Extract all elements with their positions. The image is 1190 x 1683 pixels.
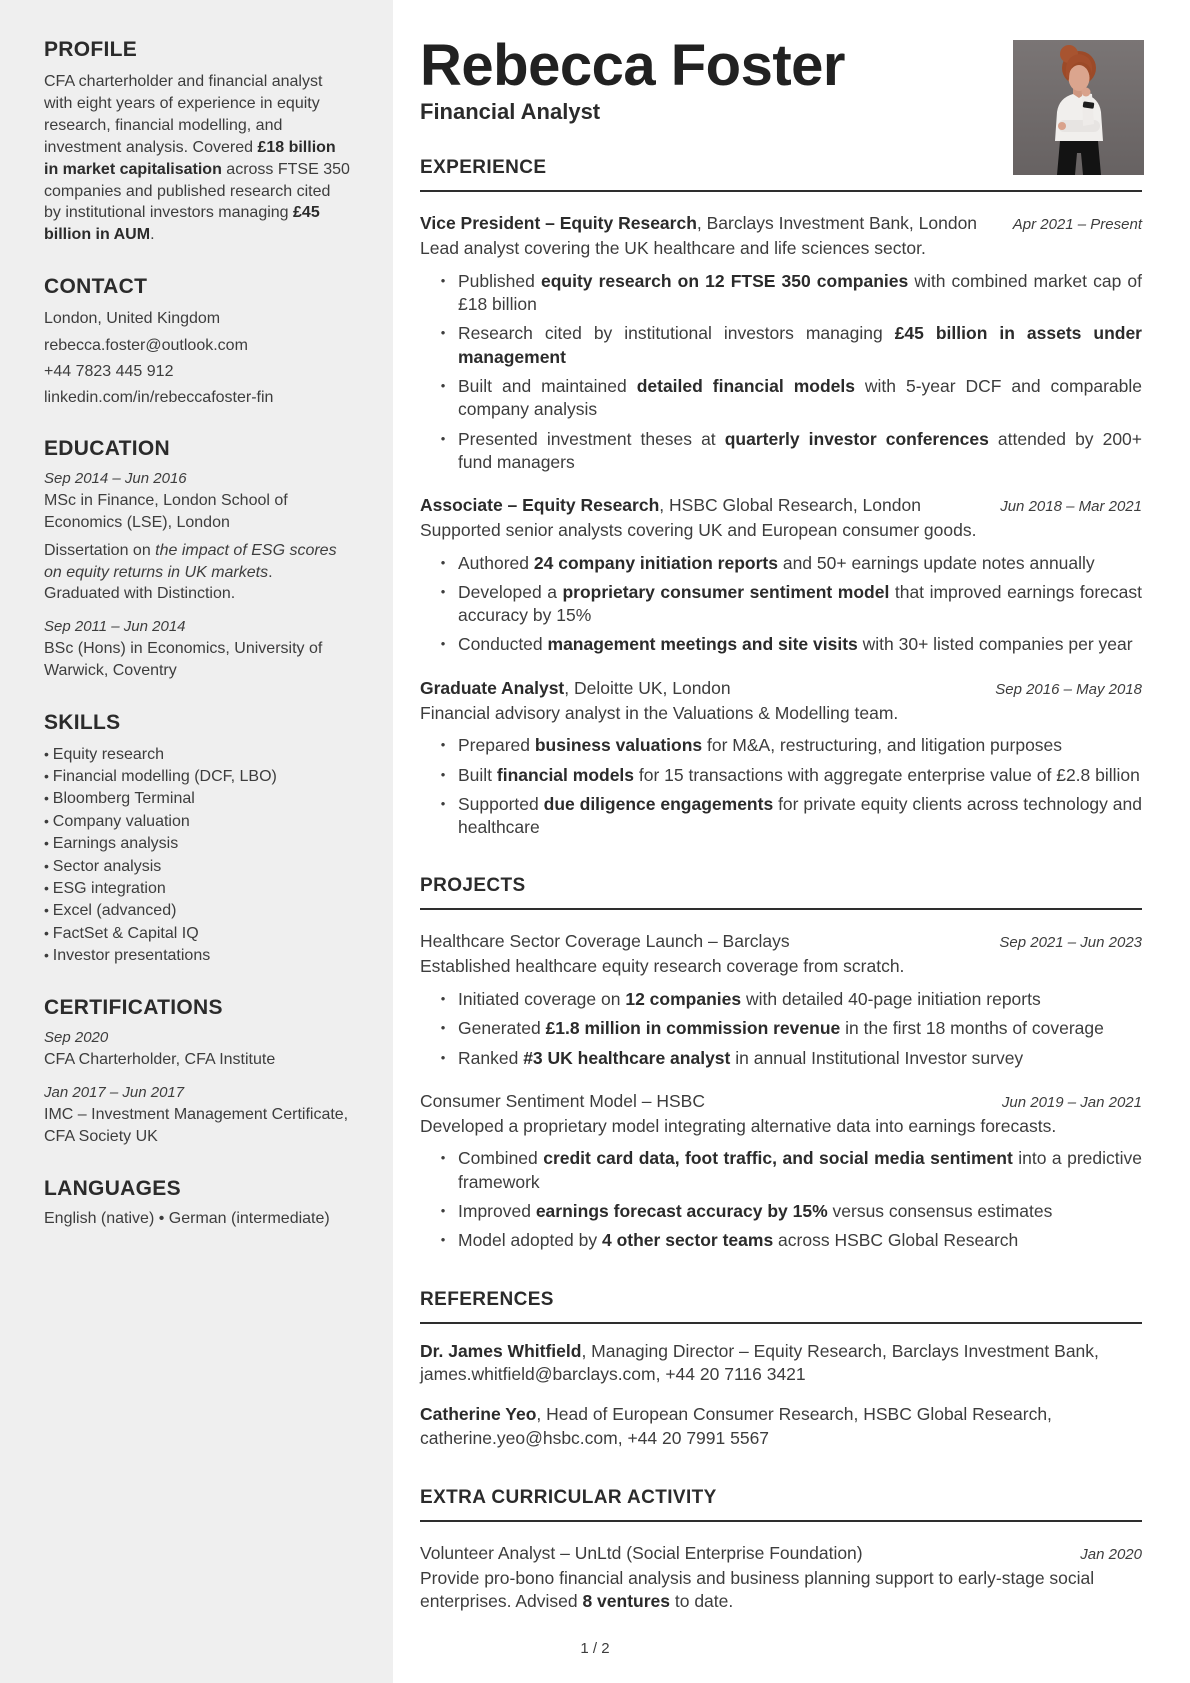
- certification-date: Jan 2017 – Jun 2017: [44, 1084, 185, 1102]
- bullet-text: Improved earnings forecast accuracy by 15% versus consensus estimates: [458, 1201, 1053, 1222]
- entry-summary: Lead analyst covering the UK healthcare and life sciences sector.: [420, 238, 926, 259]
- bullet-dot-icon: •: [440, 378, 446, 393]
- bullet-text: Authored 24 company initiation reports and 50+ earnings update notes annually: [458, 552, 1095, 573]
- entry-bullets: [420, 988, 1142, 1070]
- extra-title: EXTRA CURRICULAR ACTIVITY: [420, 1487, 1142, 1522]
- entry-title: Healthcare Sector Coverage Launch – Barclays: [420, 931, 790, 952]
- project-entry: [420, 931, 1142, 1069]
- entry-bullets: [420, 270, 1142, 474]
- bullet-dot-icon: •: [440, 737, 446, 753]
- bullet-item: [420, 633, 1142, 656]
- bullet-item: [420, 1200, 1142, 1223]
- page-number: 1 / 2: [580, 1640, 610, 1657]
- sidebar-section-contact: [44, 275, 351, 408]
- certification-entries: [44, 1029, 351, 1147]
- certification-paragraph: IMC – Investment Management Certificate, CFA Society UK: [44, 1106, 349, 1145]
- entry-summary: Established healthcare equity research coverage from scratch.: [420, 956, 905, 977]
- bullet-text: Research cited by institutional investors managing £45 billion in assets under management: [458, 323, 1142, 367]
- contact-line: rebecca.foster@outlook.com: [44, 336, 248, 354]
- sidebar: [0, 0, 393, 1683]
- bullet-item: [420, 375, 1142, 422]
- entry-title: Vice President – Equity Research, Barclays Investment Bank, London: [420, 213, 978, 234]
- bullet-text: Model adopted by 4 other sector teams across HSBC Global Research: [458, 1230, 1019, 1251]
- entry-bullets: [420, 734, 1142, 839]
- experience-entry: [420, 213, 1142, 474]
- entry-head: [420, 931, 1142, 952]
- projects-title: PROJECTS: [420, 875, 1142, 910]
- entry-head: [420, 213, 1142, 234]
- experience-entry: [420, 495, 1142, 657]
- bullet-dot-icon: •: [440, 1232, 446, 1248]
- skills-title: SKILLS: [44, 710, 121, 734]
- entry-title: Volunteer Analyst – UnLtd (Social Enterprise Foundation): [420, 1542, 863, 1563]
- contact-line: linkedin.com/in/rebeccafoster-fin: [44, 389, 274, 407]
- education-paragraphs: [44, 638, 351, 682]
- reference-entry: Catherine Yeo, Head of European Consumer Research, HSBC Global Research, catherine.yeo@hsbc.com, +44 20 7991 5567: [420, 1404, 1052, 1448]
- education-date: Sep 2014 – Jun 2016: [44, 470, 187, 488]
- bullet-item: [420, 764, 1142, 787]
- bullet-dot-icon: •: [440, 766, 446, 782]
- bullet-dot-icon: •: [440, 1020, 446, 1036]
- languages-title: LANGUAGES: [44, 1176, 181, 1200]
- education-paragraph: BSc (Hons) in Economics, University of Warwick, Coventry: [44, 640, 323, 679]
- entry-date: Apr 2021 – Present: [1012, 216, 1142, 234]
- certification-entry: [44, 1029, 351, 1071]
- certification-date: Sep 2020: [44, 1029, 109, 1047]
- contact-line: London, United Kingdom: [44, 310, 221, 328]
- project-entries: [420, 931, 1142, 1252]
- bullet-item: [420, 1017, 1142, 1040]
- bullet-dot-icon: •: [440, 636, 446, 652]
- certification-paragraphs: [44, 1104, 351, 1148]
- education-entry: [44, 470, 351, 605]
- entry-head: [420, 1091, 1142, 1112]
- bullet-dot-icon: •: [440, 991, 446, 1007]
- entry-date: Jun 2019 – Jan 2021: [1001, 1093, 1142, 1111]
- header: [420, 33, 1142, 125]
- education-entries: [44, 470, 351, 681]
- contact-lines: [44, 308, 351, 408]
- skill-item: • Investor presentations: [44, 945, 351, 967]
- entry-summary: Developed a proprietary model integrating alternative data into earnings forecasts.: [420, 1115, 1057, 1136]
- skill-item: • Company valuation: [44, 811, 351, 833]
- bullet-text: Ranked #3 UK healthcare analyst in annual Institutional Investor survey: [458, 1047, 1024, 1068]
- profile-photo: [1013, 40, 1144, 175]
- bullet-dot-icon: •: [440, 554, 446, 570]
- entry-date: Sep 2016 – May 2018: [995, 680, 1142, 698]
- bullet-text: Supported due diligence engagements for private equity clients across technology and healthcare: [458, 793, 1143, 838]
- entry-title: Graduate Analyst, Deloitte UK, London: [420, 677, 731, 698]
- bullet-item: [420, 1047, 1142, 1070]
- entry-bullets: [420, 1147, 1142, 1252]
- main-column: [393, 0, 1190, 1683]
- skill-item: • Financial modelling (DCF, LBO): [44, 766, 351, 788]
- sidebar-section-languages: [44, 1177, 351, 1228]
- bullet-dot-icon: •: [440, 1203, 446, 1219]
- entry-title: Consumer Sentiment Model – HSBC: [420, 1090, 705, 1111]
- sidebar-section-profile: [44, 38, 351, 246]
- bullet-item: [420, 1229, 1142, 1252]
- certification-paragraph: CFA Charterholder, CFA Institute: [44, 1051, 276, 1069]
- languages-text: English (native) • German (intermediate): [44, 1209, 330, 1227]
- entry-date: Sep 2021 – Jun 2023: [999, 934, 1142, 952]
- section-projects: [420, 875, 1142, 1252]
- bullet-text: Generated £1.8 million in commission revenue in the first 18 months of coverage: [458, 1018, 1104, 1039]
- candidate-role: Financial Analyst: [420, 99, 601, 125]
- sidebar-section-certifications: [44, 996, 351, 1147]
- sidebar-section-skills: [44, 711, 351, 968]
- skill-item: • Sector analysis: [44, 856, 351, 878]
- skill-item: • Earnings analysis: [44, 833, 351, 855]
- bullet-item: [420, 1147, 1142, 1194]
- section-references: [420, 1289, 1142, 1451]
- entry-summary: Supported senior analysts covering UK and European consumer goods.: [420, 520, 977, 541]
- education-date: Sep 2011 – Jun 2014: [44, 618, 186, 636]
- profile-title: PROFILE: [44, 38, 138, 61]
- portrait-illustration: [1013, 40, 1144, 175]
- bullet-dot-icon: •: [440, 430, 446, 446]
- entry-head: [420, 495, 1142, 516]
- certification-paragraphs: [44, 1049, 351, 1071]
- bullet-item: [420, 322, 1142, 369]
- bullet-text: Prepared business valuations for M&A, restructuring, and litigation purposes: [458, 735, 1063, 756]
- entry-date: Jan 2020: [1080, 1545, 1142, 1563]
- entry-bullets: [420, 552, 1142, 657]
- certification-entry: [44, 1084, 351, 1148]
- reference-entries: [420, 1340, 1142, 1451]
- entry-summary: Financial advisory analyst in the Valuations & Modelling team.: [420, 702, 899, 723]
- bullet-text: Built financial models for 15 transactions with aggregate enterprise value of £2.8 billion: [458, 764, 1140, 785]
- skills-list: [44, 744, 351, 968]
- extra-entry: [420, 1543, 1142, 1614]
- education-entry: [44, 618, 351, 682]
- bullet-item: [420, 428, 1142, 475]
- candidate-name: Rebecca Foster: [420, 33, 845, 98]
- extra-entries: [420, 1543, 1142, 1614]
- bullet-item: [420, 988, 1142, 1011]
- profile-text: CFA charterholder and financial analyst with eight years of experience in equity research, financial modelling, and investment analysis. Covered £18 billion in market capitalisation across FTSE 350 companies and published research cited by institutional investors managing £45 billion in AUM.: [44, 73, 350, 244]
- bullet-item: [420, 734, 1142, 757]
- section-experience: [420, 157, 1142, 839]
- entry-head: [420, 678, 1142, 699]
- bullet-text: Initiated coverage on 12 companies with detailed 40-page initiation reports: [458, 989, 1041, 1010]
- entry-date: Jun 2018 – Mar 2021: [1000, 498, 1142, 516]
- bullet-item: [420, 581, 1142, 628]
- skill-item: • FactSet & Capital IQ: [44, 923, 351, 945]
- skill-item: • Equity research: [44, 744, 351, 766]
- education-title: EDUCATION: [44, 437, 170, 461]
- education-paragraphs: [44, 490, 351, 605]
- bullet-dot-icon: •: [440, 325, 446, 341]
- experience-entries: [420, 213, 1142, 839]
- contact-line: +44 7823 445 912: [44, 362, 174, 380]
- section-extra-curricular: [420, 1487, 1142, 1614]
- bullet-item: [420, 270, 1142, 317]
- experience-entry: [420, 678, 1142, 840]
- bullet-text: Published equity research on 12 FTSE 350 companies with combined market cap of £18 billion: [458, 270, 1142, 315]
- skill-item: • Excel (advanced): [44, 900, 351, 922]
- entry-head: [420, 1543, 1142, 1564]
- education-paragraph: MSc in Finance, London School of Economics (LSE), London: [44, 492, 288, 532]
- bullet-dot-icon: •: [440, 1150, 446, 1166]
- certifications-title: CERTIFICATIONS: [44, 996, 223, 1020]
- references-title: REFERENCES: [420, 1289, 1142, 1324]
- bullet-text: Developed a proprietary consumer sentiment model that improved earnings forecast accuracy by 15%: [458, 581, 1142, 626]
- skill-item: • Bloomberg Terminal: [44, 788, 351, 810]
- bullet-item: [420, 793, 1142, 840]
- contact-title: CONTACT: [44, 275, 148, 299]
- reference-entry: Dr. James Whitfield, Managing Director – Equity Research, Barclays Investment Bank, james.whitfield@barclays.com, +44 20 7116 3421: [420, 1340, 1099, 1385]
- bullet-item: [420, 552, 1142, 575]
- sidebar-section-education: [44, 437, 351, 681]
- project-entry: [420, 1091, 1142, 1253]
- entry-title: Associate – Equity Research, HSBC Global Research, London: [420, 495, 921, 516]
- bullet-text: Built and maintained detailed financial models with 5-year DCF and comparable company analysis: [458, 376, 1142, 420]
- education-paragraph: Dissertation on the impact of ESG scores on equity returns in UK markets. Graduated with Distinction.: [44, 541, 337, 603]
- bullet-dot-icon: •: [440, 1049, 446, 1065]
- bullet-dot-icon: •: [440, 583, 446, 599]
- bullet-text: Combined credit card data, foot traffic, and social media sentiment into a predictive framework: [458, 1148, 1142, 1192]
- bullet-text: Presented investment theses at quarterly investor conferences attended by 200+ fund managers: [458, 428, 1143, 472]
- entry-summary: Provide pro-bono financial analysis and business planning support to early-stage social enterprises. Advised 8 ventures to date.: [420, 1567, 1095, 1612]
- skill-item: • ESG integration: [44, 878, 351, 900]
- experience-title: EXPERIENCE: [420, 157, 1142, 192]
- bullet-dot-icon: •: [440, 272, 446, 288]
- bullet-dot-icon: •: [440, 795, 446, 811]
- bullet-text: Conducted management meetings and site visits with 30+ listed companies per year: [458, 634, 1133, 655]
